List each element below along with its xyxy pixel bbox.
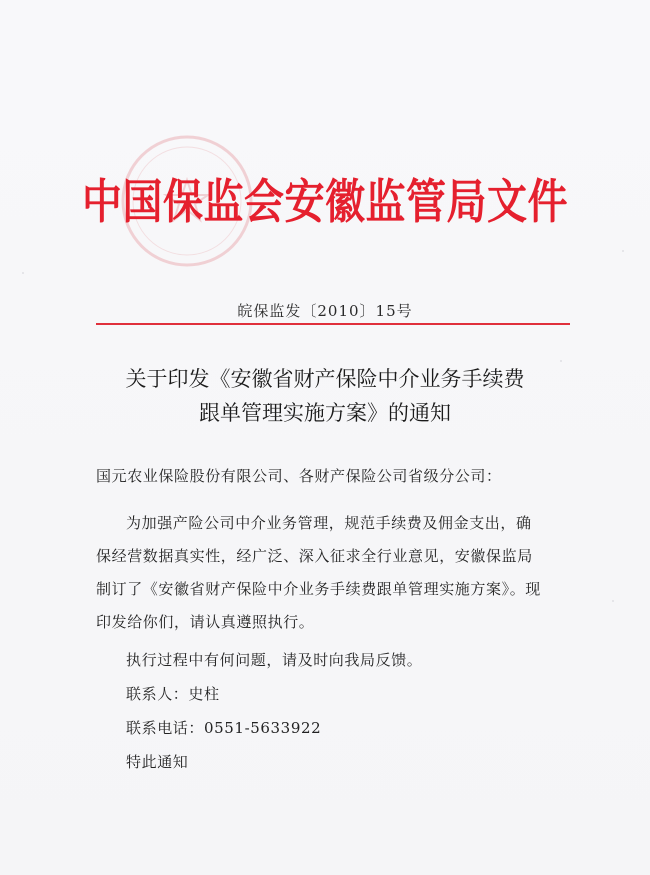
recipients-line: 国元农业保险股份有限公司、各财产保险公司省级分公司： — [96, 467, 502, 485]
paragraph-line: 印发给你们，请认真遵照执行。 — [96, 613, 315, 631]
closing-line: 特此通知 — [126, 753, 189, 771]
notice-title-line: 关于印发《安徽省财产保险中介业务手续费 — [125, 367, 525, 391]
paragraph-line: 保经营数据真实性，经广泛、深入征求全行业意见，安徽保监局 — [96, 547, 533, 565]
notice-title — [0, 362, 650, 430]
paragraph-line: 为加强产险公司中介业务管理，规范手续费及佣金支出，确 — [126, 514, 532, 532]
issuing-authority-title: 中国保监会安徽监管局文件 — [82, 175, 568, 230]
contact-phone: 联系电话：0551-5633922 — [126, 719, 322, 737]
feedback-line: 执行过程中有何问题，请及时向我局反馈。 — [126, 651, 423, 669]
paragraph-line: 制订了《安徽省财产保险中介业务手续费跟单管理实施方案》。现 — [96, 580, 541, 598]
contact-person: 联系人：史柱 — [126, 685, 220, 703]
scan-speck — [22, 272, 24, 274]
scan-speck — [612, 600, 614, 602]
document-number: 皖保监发〔2010〕15号 — [237, 302, 413, 320]
scan-speck — [622, 250, 624, 252]
red-divider-line — [96, 323, 570, 325]
notice-title-line: 跟单管理实施方案》的通知 — [199, 401, 451, 425]
